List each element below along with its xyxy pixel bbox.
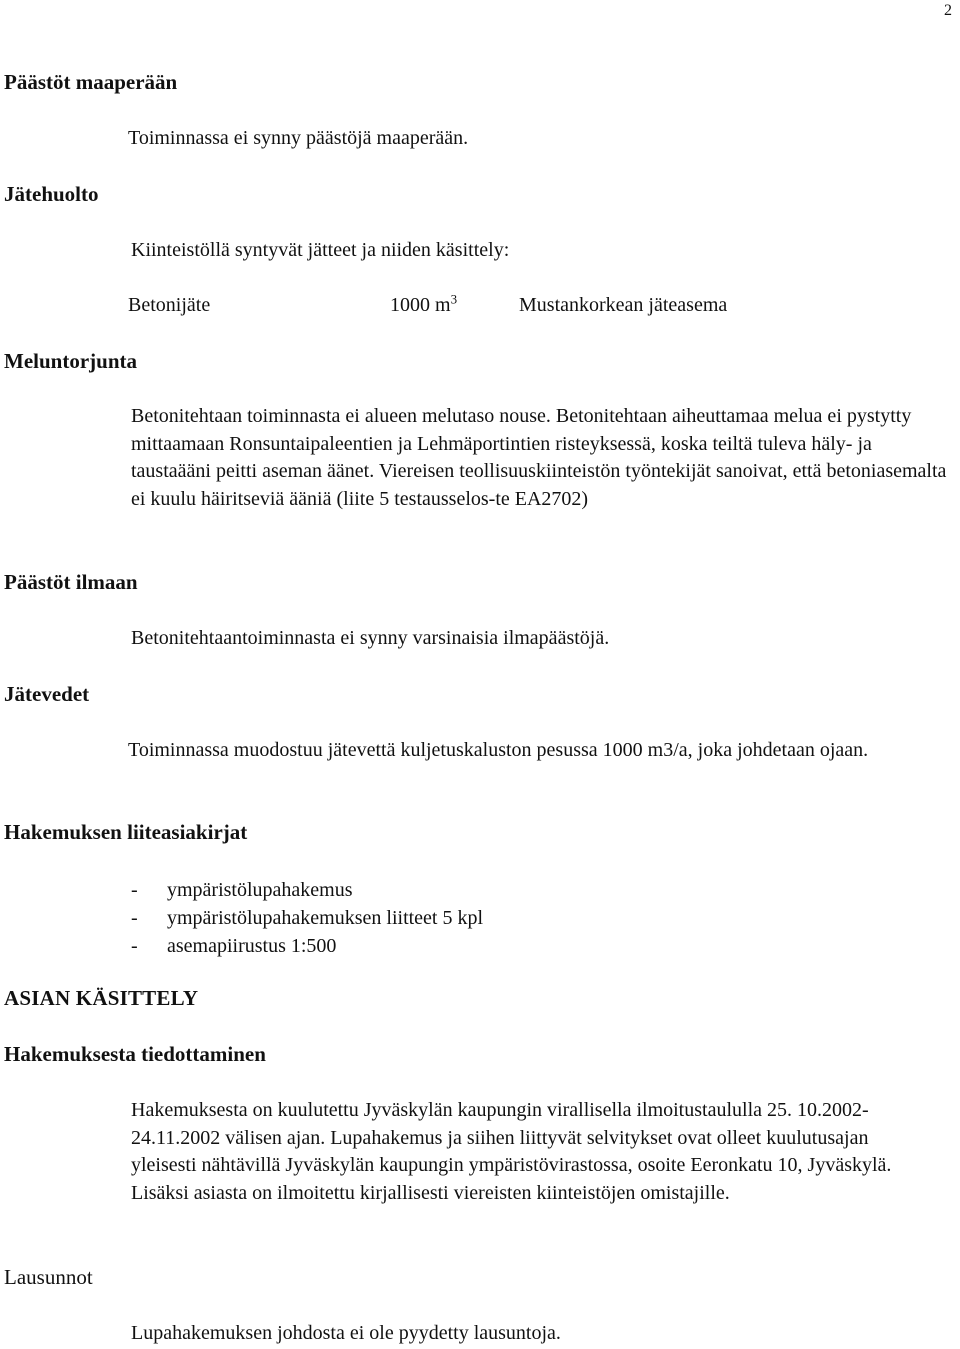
heading-tiedottaminen: Hakemuksesta tiedottaminen <box>4 1042 266 1066</box>
dash-bullet: - <box>131 879 138 901</box>
heading-meluntorjunta: Meluntorjunta <box>4 349 137 373</box>
heading-paastot-ilmaan: Päästöt ilmaan <box>4 570 138 594</box>
heading-asian-kasittely: ASIAN KÄSITTELY <box>4 986 199 1010</box>
heading-liiteasiakirjat: Hakemuksen liiteasiakirjat <box>4 820 248 844</box>
list-item-text: ympäristölupahakemuksen liitteet 5 kpl <box>167 907 484 929</box>
heading-lausunnot: Lausunnot <box>4 1265 93 1289</box>
list-item-text: asemapiirustus 1:500 <box>167 935 337 957</box>
text-lausunnot: Lupahakemuksen johdosta ei ole pyydetty lausuntoja. <box>131 1322 561 1344</box>
waste-type: Betonijäte <box>128 294 211 316</box>
heading-jatehuolto: Jätehuolto <box>4 182 99 206</box>
heading-jatevedet: Jätevedet <box>4 682 90 706</box>
list-item <box>131 876 483 904</box>
text-jatevedet: Toiminnassa muodostuu jätevettä kuljetuskaluston pesussa 1000 m3/a, joka johdetaan ojaan. <box>128 739 869 761</box>
attachment-list <box>131 876 483 960</box>
text-paastot-ilmaan: Betonitehtaantoiminnasta ei synny varsinaisia ilmapäästöjä. <box>131 627 610 649</box>
text-tiedottaminen: Hakemuksesta on kuulutettu Jyväskylän kaupungin virallisella ilmoitustaululla 25. 10.2002-24.11.2002 välisen ajan. Lupahakemus ja siihen liittyvät selvitykset ovat olleet kuulutusajan yleisesti nähtävillä Jyväskylän kaupungin ympäristövirastossa, osoite Eeronkatu 10, Jyväskylä. Lisäksi asiasta on ilmoitettu kirjallisesti viereisten kiinteistöjen omistajille. <box>131 1099 892 1204</box>
list-item <box>131 932 483 960</box>
text-meluntorjunta: Betonitehtaan toiminnasta ei alueen melutaso nouse. Betonitehtaan aiheuttamaa melua ei pystytty mittaamaan Ronsuntaipaleentien ja Lehmäportintien risteyksessä, koska teiltä tuleva häly- ja taustaääni peitti aseman äänet. Viereisen teollisuuskiinteistön työntekijät sanoivat, että betoniasemalta ei kuulu häiritseviä ääniä (liite 5 testausselos-te EA2702) <box>131 405 947 510</box>
waste-amount-value: 1000 m <box>390 294 451 316</box>
waste-destination: Mustankorkean jäteasema <box>519 294 728 316</box>
heading-paastot-maaperaan: Päästöt maaperään <box>4 70 178 94</box>
text-paastot-maaperaan: Toiminnassa ei synny päästöjä maaperään. <box>128 127 469 149</box>
list-item-text: ympäristölupahakemus <box>167 879 353 901</box>
list-item <box>131 904 483 932</box>
text-jatehuolto-intro: Kiinteistöllä syntyvät jätteet ja niiden käsittely: <box>131 239 510 261</box>
page-number: 2 <box>944 2 952 19</box>
dash-bullet: - <box>131 907 138 929</box>
dash-bullet: - <box>131 935 138 957</box>
waste-amount <box>390 292 457 319</box>
waste-amount-superscript: 3 <box>450 291 458 307</box>
